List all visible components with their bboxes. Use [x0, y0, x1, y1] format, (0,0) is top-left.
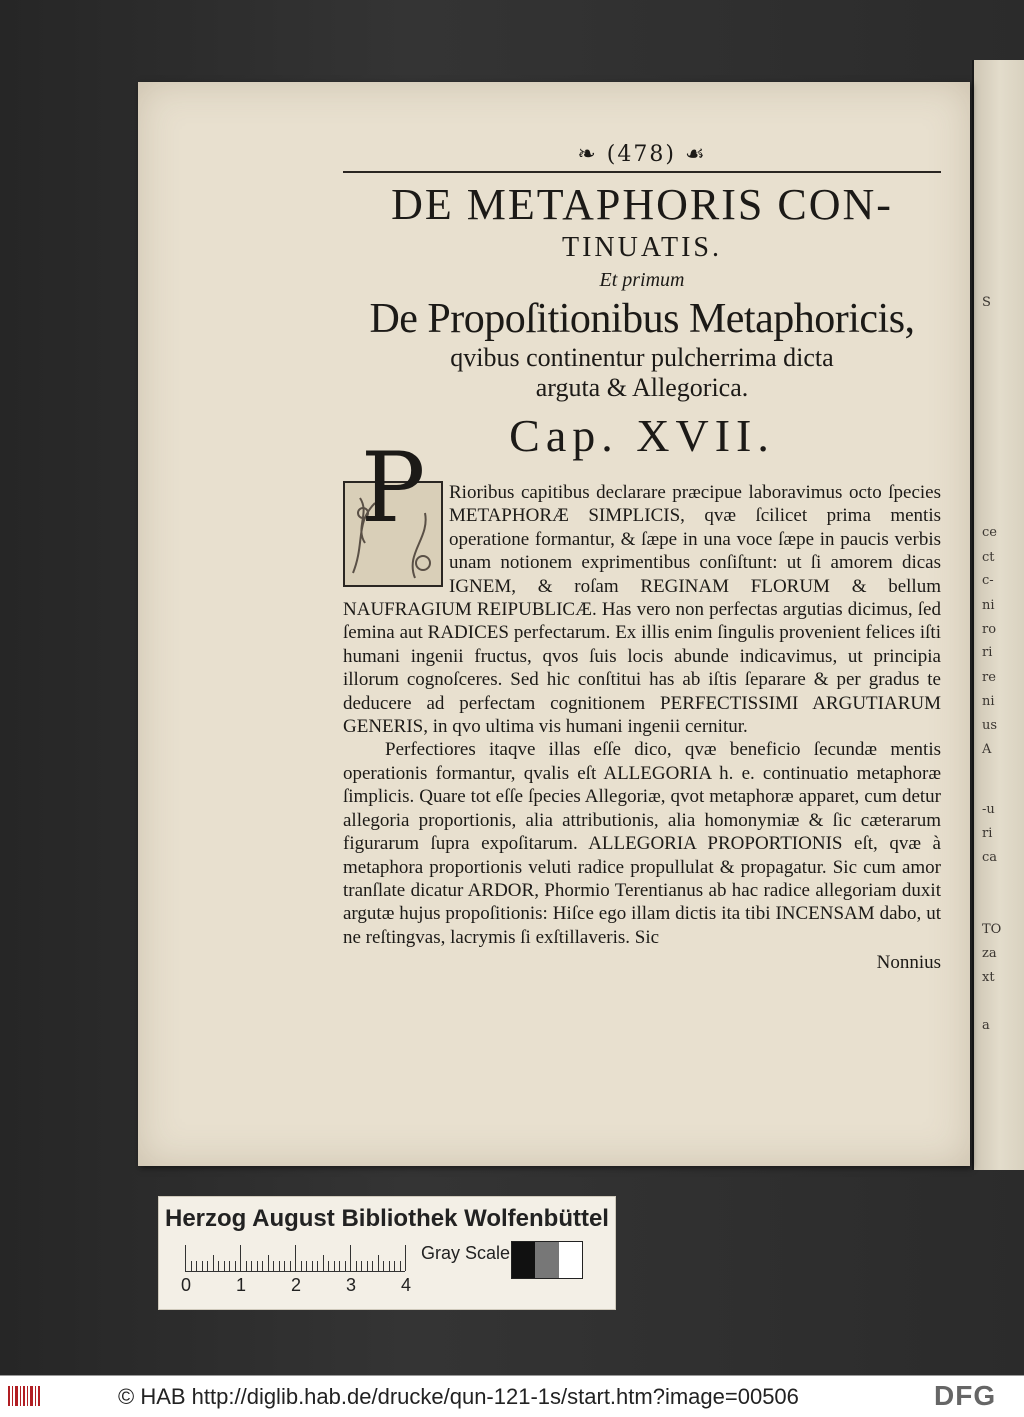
- text-column: [343, 142, 941, 975]
- copyright-source-link[interactable]: © HAB http://diglib.hab.de/drucke/qun-121-1s/start.htm?image=00506: [118, 1384, 799, 1409]
- institution-name: Herzog August Bibliothek Wolfenbüttel: [165, 1205, 609, 1232]
- facing-fragment: us: [982, 718, 998, 733]
- hab-barcode-logo-icon: [6, 1382, 42, 1410]
- scale-number: 0: [181, 1275, 192, 1295]
- facing-fragment: ni: [982, 694, 995, 709]
- dfg-logo: DFG: [934, 1380, 997, 1411]
- measurement-ruler: [185, 1241, 405, 1272]
- facing-fragment: ri: [982, 826, 993, 841]
- gray-swatch-mid: [535, 1242, 558, 1278]
- ornament-right-icon: ☙: [684, 142, 707, 167]
- facing-page-edge: [972, 60, 1024, 1170]
- facing-fragment: c-: [982, 573, 994, 588]
- facing-fragment: ce: [982, 525, 997, 540]
- facing-fragment: TO: [982, 922, 1002, 937]
- scale-number: 2: [291, 1275, 302, 1295]
- facing-fragment: re: [982, 670, 996, 685]
- scale-number: 3: [346, 1275, 357, 1295]
- ruler-scale-numbers: [179, 1275, 419, 1297]
- facing-fragment: ct: [982, 550, 995, 565]
- facing-fragment: za: [982, 946, 997, 961]
- gray-swatch-dark: [512, 1242, 535, 1278]
- book-page: [138, 82, 970, 1166]
- facing-fragment: ri: [982, 645, 993, 660]
- subtitle-line1: qvibus continentur pulcherrima dicta: [450, 343, 834, 372]
- facing-fragment: A: [982, 742, 992, 757]
- facing-fragment: ca: [982, 850, 998, 865]
- facing-fragment: -u: [982, 802, 995, 817]
- chapter-title-line1: DE METAPHORIS CON-: [391, 180, 893, 229]
- gray-swatch-light: [559, 1242, 582, 1278]
- paragraph-1: Rioribus capitibus declarare præcipue laboravimus octo ſpecies METAPHORÆ SIMPLICIS, qvæ ſcilicet prima mentis operatione formantur, & ſæpe in una voce ſæpe in paucis verbis unam notionem exprimentibus conſiſtunt: ut ſi amorem dicas IGNEM, & roſam REGINAM FLORUM & bellum NAUFRAGIUM REIPUBLICÆ. Has vero non perfectas argutias dicimus, ſed ſemina aut RADICES perfectarum. Ex illis enim ſingulis provenient felices iſti humani ingenii fructus, qvos ſuis locis abunde indicavimus, ut principia illorum cognoſceres. Sed hic conſtitui has ab iſtis ſeparare & per gradus te deducere ad perfectam cognitionem PERFECTISSIMI ARGUTIARUM GENERIS, in qvo ultima vis humani ingenii cernitur.: [343, 482, 941, 738]
- drop-cap-letter: P: [360, 432, 426, 544]
- facing-fragment: ni: [982, 598, 995, 613]
- facing-fragment: ro: [982, 622, 997, 637]
- catchword: Nonnius: [876, 952, 941, 974]
- decorated-initial: [343, 432, 443, 587]
- facing-fragment: xt: [982, 970, 995, 985]
- page-number-header: [343, 142, 941, 173]
- section-title: De Propoſitionibus Metaphoricis,: [369, 296, 915, 342]
- library-scale-card: [158, 1196, 616, 1310]
- facing-fragment: S: [982, 295, 991, 310]
- chapter-title-line2: TINUATIS.: [562, 232, 722, 263]
- subtitle-line2: arguta & Allegorica.: [535, 373, 749, 402]
- ornament-left-icon: ❧: [577, 142, 598, 167]
- gray-scale-swatches: [511, 1241, 583, 1279]
- scale-number: 1: [236, 1275, 247, 1295]
- gray-scale-label: Gray Scale: [421, 1243, 511, 1263]
- page-number: (478): [606, 142, 676, 167]
- facing-fragment: a: [982, 1018, 990, 1033]
- et-primum: Et primum: [599, 269, 685, 291]
- paragraph-2: Perfectiores itaqve illas eſſe dico, qvæ beneficio ſecundæ mentis operationis formantur, qvalis eſt ALLEGORIA h. e. continuatio metaphoræ ſimplicis. Quare tot eſſe ſpecies Allegoriæ, qvot metaphoræ apparet, cum detur allegoria proportionis, alia attributionis, alia homonymiæ & ſic cæterarum figurarum ſupra expoſitarum. ALLEGORIA PROPORTIONIS eſt, qvæ à metaphora proportionis veluti radice propullulat & propagatur. Sic cum amor tranſlate dicatur ARDOR, Phormio Terentianus ab hac radice allegoriam duxit argutæ hujus propoſitionis: Hiſce ego illam dictis ita tibi INCENSAM dabo, ut ne reſtingvas, lacrymis ſi exſtillaveris. Sic: [343, 739, 941, 948]
- viewer-footer: [0, 1375, 1024, 1417]
- chapter-number: Cap. XVII.: [509, 410, 775, 461]
- scale-number: 4: [401, 1275, 412, 1295]
